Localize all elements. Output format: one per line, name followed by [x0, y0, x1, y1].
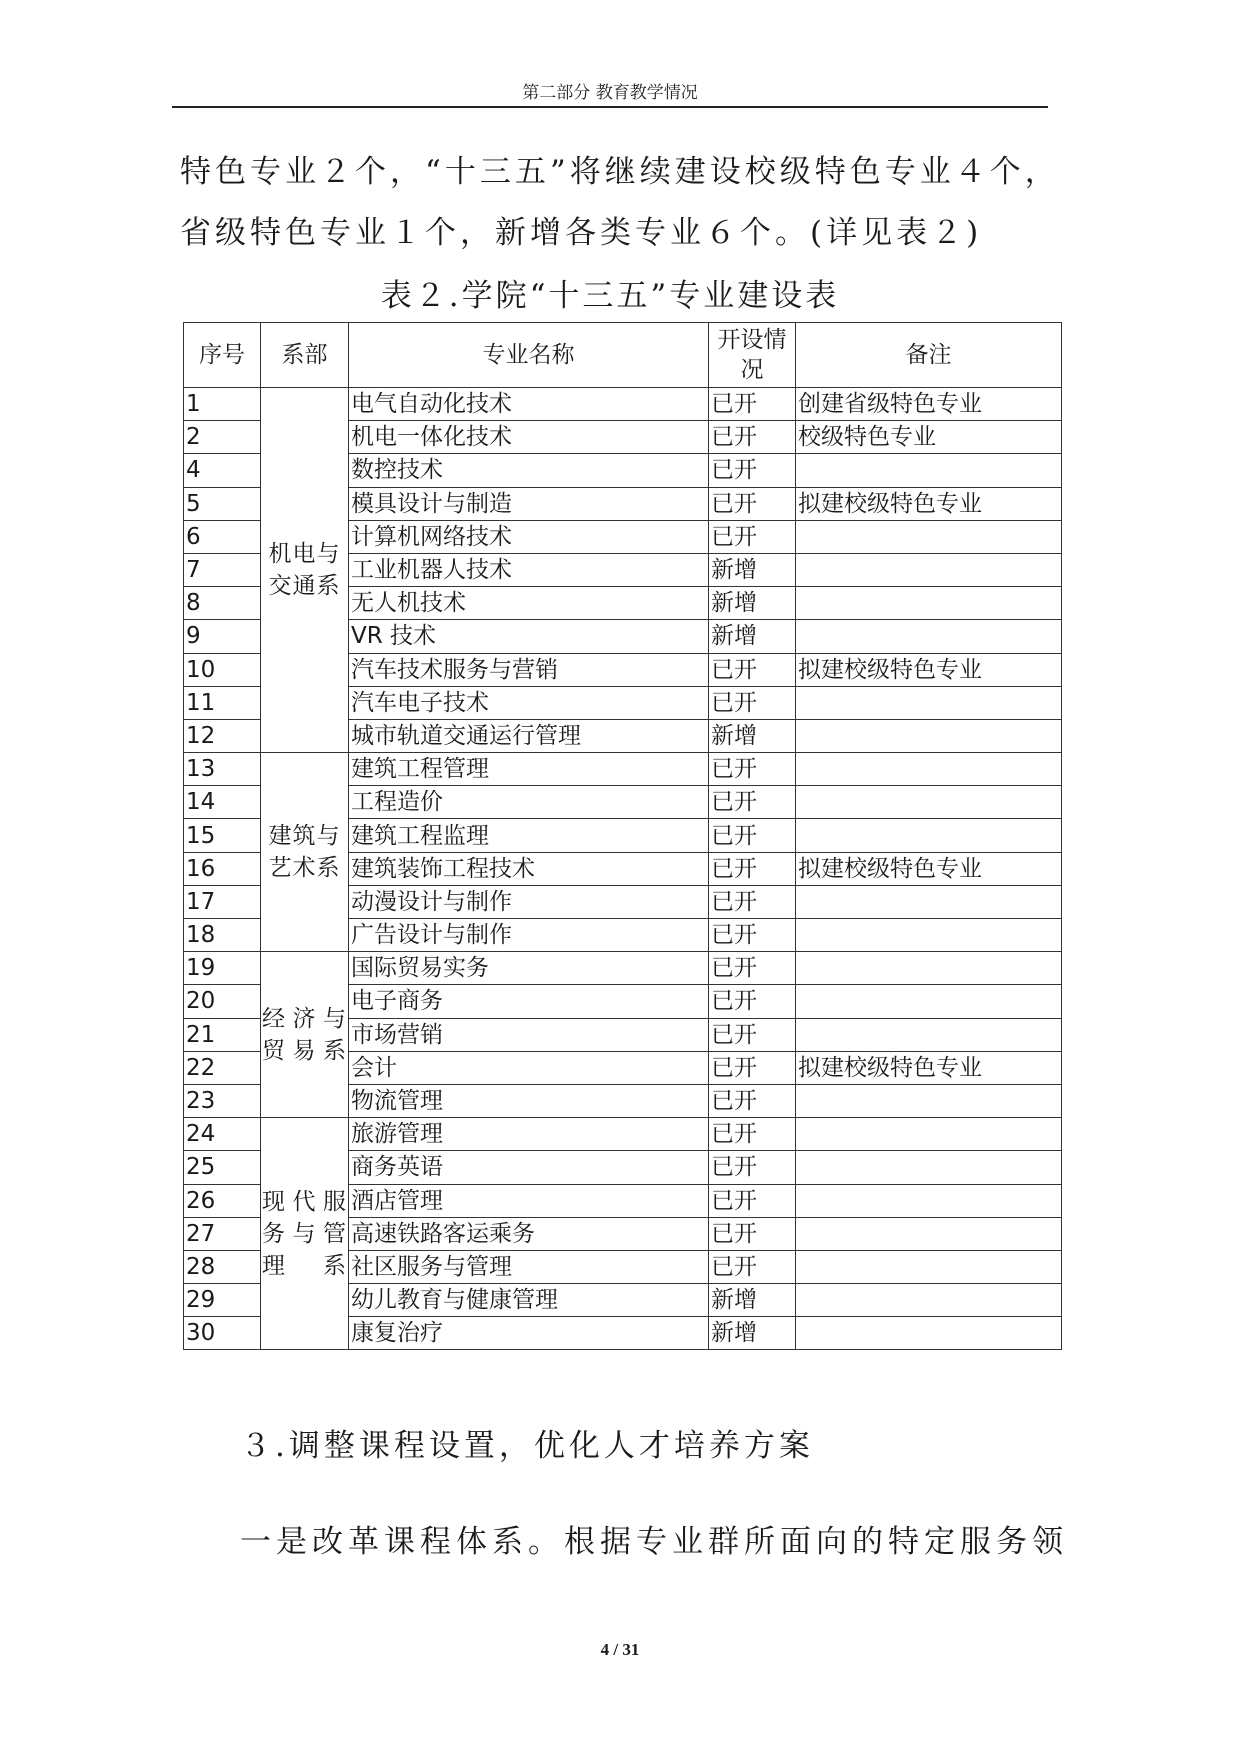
row-index: 28 [184, 1250, 261, 1283]
major-name: 建筑工程监理 [349, 819, 709, 852]
remark-cell [796, 686, 1062, 719]
running-header: 第二部分 教育教学情况 [522, 83, 698, 103]
row-index: 13 [184, 753, 261, 786]
status-cell: 已开 [709, 786, 796, 819]
status-cell: 新增 [709, 620, 796, 653]
remark-cell [796, 1018, 1062, 1051]
table-body [184, 388, 1062, 1350]
status-cell: 已开 [709, 1250, 796, 1283]
remark-cell [796, 786, 1062, 819]
major-name: 社区服务与管理 [349, 1250, 709, 1283]
row-index: 30 [184, 1317, 261, 1350]
status-cell: 已开 [709, 454, 796, 487]
major-name: 计算机网络技术 [349, 520, 709, 553]
majors-table [183, 322, 1062, 1350]
row-index: 17 [184, 885, 261, 918]
column-header-remark: 备注 [796, 323, 1062, 388]
major-name: 电气自动化技术 [349, 388, 709, 421]
table-header-row [184, 323, 1062, 388]
major-name: 动漫设计与制作 [349, 885, 709, 918]
status-cell: 已开 [709, 819, 796, 852]
major-name: 工业机器人技术 [349, 553, 709, 586]
row-index: 6 [184, 520, 261, 553]
row-index: 14 [184, 786, 261, 819]
major-name: 高速铁路客运乘务 [349, 1217, 709, 1250]
major-name: 物流管理 [349, 1084, 709, 1117]
remark-cell [796, 753, 1062, 786]
remark-cell [796, 1250, 1062, 1283]
row-index: 29 [184, 1284, 261, 1317]
status-cell: 已开 [709, 686, 796, 719]
remark-cell [796, 819, 1062, 852]
status-cell: 已开 [709, 1184, 796, 1217]
remark-cell [796, 1184, 1062, 1217]
row-index: 25 [184, 1151, 261, 1184]
remark-cell [796, 587, 1062, 620]
major-name: 机电一体化技术 [349, 421, 709, 454]
status-cell: 已开 [709, 421, 796, 454]
department-cell: 经济与贸易系 [261, 952, 349, 1118]
remark-cell: 创建省级特色专业 [796, 388, 1062, 421]
remark-cell [796, 454, 1062, 487]
status-cell: 已开 [709, 1018, 796, 1051]
column-header-index: 序号 [184, 323, 261, 388]
remark-cell [796, 985, 1062, 1018]
remark-cell: 拟建校级特色专业 [796, 487, 1062, 520]
header-rule [172, 106, 1048, 108]
status-cell: 已开 [709, 1151, 796, 1184]
row-index: 8 [184, 587, 261, 620]
remark-cell [796, 1284, 1062, 1317]
major-name: 无人机技术 [349, 587, 709, 620]
remark-cell: 拟建校级特色专业 [796, 653, 1062, 686]
status-cell: 已开 [709, 919, 796, 952]
row-index: 5 [184, 487, 261, 520]
row-index: 24 [184, 1118, 261, 1151]
row-index: 22 [184, 1051, 261, 1084]
table-row [184, 1118, 1062, 1151]
department-cell: 机电与交通系 [261, 388, 349, 753]
page-number: 4 / 31 [600, 1640, 640, 1659]
major-name: 幼儿教育与健康管理 [349, 1284, 709, 1317]
row-index: 16 [184, 852, 261, 885]
status-cell: 已开 [709, 885, 796, 918]
remark-cell [796, 719, 1062, 752]
remark-cell [796, 1151, 1062, 1184]
remark-cell [796, 620, 1062, 653]
major-name: 城市轨道交通运行管理 [349, 719, 709, 752]
row-index: 27 [184, 1217, 261, 1250]
remark-cell: 校级特色专业 [796, 421, 1062, 454]
status-cell: 已开 [709, 952, 796, 985]
status-cell: 新增 [709, 1284, 796, 1317]
remark-cell [796, 520, 1062, 553]
row-index: 7 [184, 553, 261, 586]
row-index: 12 [184, 719, 261, 752]
major-name: 商务英语 [349, 1151, 709, 1184]
remark-cell [796, 885, 1062, 918]
row-index: 15 [184, 819, 261, 852]
remark-cell [796, 553, 1062, 586]
remark-cell: 拟建校级特色专业 [796, 1051, 1062, 1084]
column-header-dept: 系部 [261, 323, 349, 388]
row-index: 2 [184, 421, 261, 454]
major-name: 汽车电子技术 [349, 686, 709, 719]
major-name: 旅游管理 [349, 1118, 709, 1151]
remark-cell [796, 919, 1062, 952]
remark-cell [796, 952, 1062, 985]
remark-cell [796, 1118, 1062, 1151]
status-cell: 已开 [709, 1217, 796, 1250]
major-name: 国际贸易实务 [349, 952, 709, 985]
major-name: 广告设计与制作 [349, 919, 709, 952]
major-name: 会计 [349, 1051, 709, 1084]
table-row [184, 952, 1062, 985]
status-cell: 已开 [709, 1051, 796, 1084]
major-name: 工程造价 [349, 786, 709, 819]
major-name: 模具设计与制造 [349, 487, 709, 520]
row-index: 1 [184, 388, 261, 421]
status-cell: 已开 [709, 753, 796, 786]
status-cell: 已开 [709, 1118, 796, 1151]
column-header-status: 开设情况 [709, 323, 796, 388]
remark-cell [796, 1217, 1062, 1250]
row-index: 19 [184, 952, 261, 985]
remark-cell [796, 1084, 1062, 1117]
row-index: 21 [184, 1018, 261, 1051]
major-name: 建筑工程管理 [349, 753, 709, 786]
body-paragraph-2: 省级特色专业１个，新增各类专业６个。(详见表２) [180, 215, 983, 251]
row-index: 20 [184, 985, 261, 1018]
remark-cell [796, 1317, 1062, 1350]
table-row [184, 388, 1062, 421]
department-cell: 现代服务与管理系 [261, 1118, 349, 1350]
status-cell: 新增 [709, 1317, 796, 1350]
major-name: 数控技术 [349, 454, 709, 487]
status-cell: 已开 [709, 388, 796, 421]
row-index: 18 [184, 919, 261, 952]
body-paragraph-1: 特色专业２个，“十三五”将继续建设校级特色专业４个， [180, 154, 1060, 190]
major-name: 汽车技术服务与营销 [349, 653, 709, 686]
major-name: 酒店管理 [349, 1184, 709, 1217]
status-cell: 新增 [709, 719, 796, 752]
status-cell: 已开 [709, 520, 796, 553]
status-cell: 新增 [709, 587, 796, 620]
status-cell: 已开 [709, 852, 796, 885]
major-name: 市场营销 [349, 1018, 709, 1051]
row-index: 9 [184, 620, 261, 653]
body-paragraph-3: 一是改革课程体系。根据专业群所面向的特定服务领 [240, 1524, 1068, 1560]
section-heading: ３.调整课程设置，优化人才培养方案 [240, 1428, 814, 1464]
status-cell: 已开 [709, 985, 796, 1018]
row-index: 11 [184, 686, 261, 719]
row-index: 26 [184, 1184, 261, 1217]
status-cell: 已开 [709, 487, 796, 520]
department-cell: 建筑与艺术系 [261, 753, 349, 952]
status-cell: 已开 [709, 653, 796, 686]
row-index: 23 [184, 1084, 261, 1117]
column-header-name: 专业名称 [349, 323, 709, 388]
table-row [184, 753, 1062, 786]
major-name: 电子商务 [349, 985, 709, 1018]
major-name: 建筑装饰工程技术 [349, 852, 709, 885]
status-cell: 新增 [709, 553, 796, 586]
major-name: 康复治疗 [349, 1317, 709, 1350]
row-index: 4 [184, 454, 261, 487]
major-name: VR 技术 [349, 620, 709, 653]
remark-cell: 拟建校级特色专业 [796, 852, 1062, 885]
status-cell: 已开 [709, 1084, 796, 1117]
row-index: 10 [184, 653, 261, 686]
table-title: 表２.学院“十三五”专业建设表 [380, 278, 840, 314]
